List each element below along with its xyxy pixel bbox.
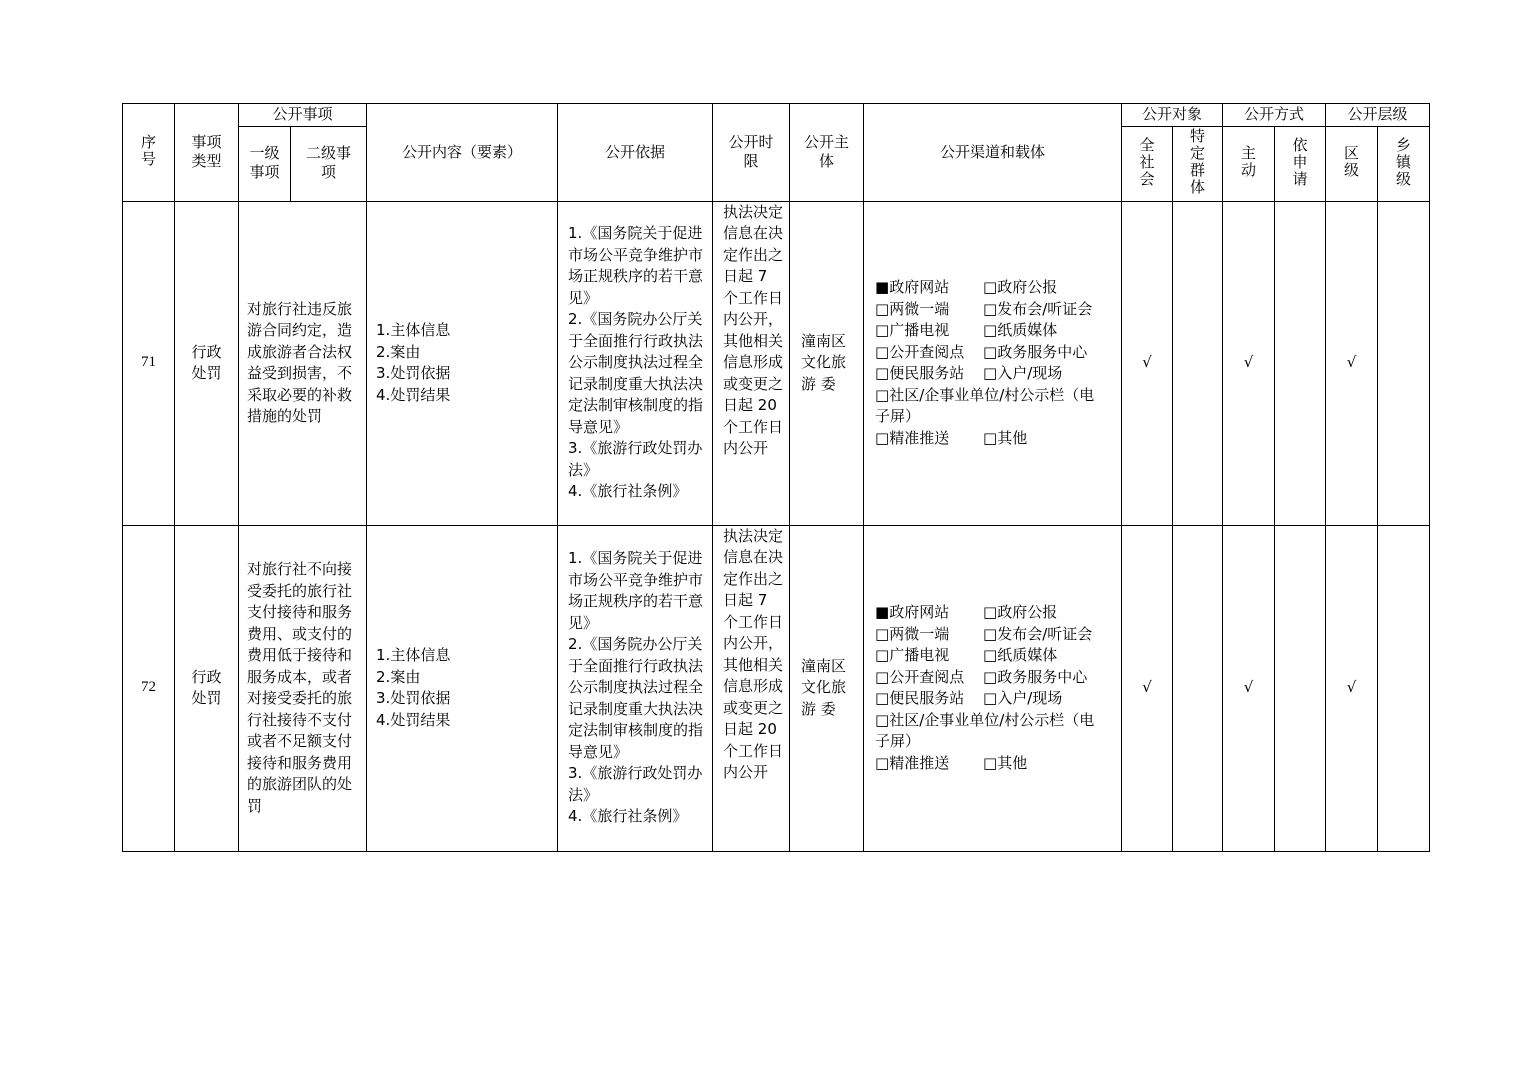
channel-other: □其他 (983, 753, 1028, 772)
check-all-society: √ (1122, 525, 1173, 851)
channel-government-gazette: □政府公报 (983, 278, 1058, 296)
row-content: 1.主体信息 2.案由 3.处罚依据 4.处罚结果 (367, 201, 558, 525)
header-level2: 二级事项 (291, 126, 367, 201)
channel-service-center: □政务服务中心 (983, 667, 1088, 686)
row-item: 对旅行社违反旅游合同约定，造成旅游者合法权益受到损害，不采取必要的补救措施的处罚 (239, 201, 367, 525)
row-item: 对旅行社不向接受委托的旅行社支付接待和服务费用、或支付的费用低于接待和服务成本，或者对接受委托的旅行社接待不支付或者不足额支付接待和服务费用的旅游团队的处罚 (239, 525, 367, 851)
channel-broadcast-tv: □广播电视 (875, 321, 950, 339)
row-channels (864, 525, 1122, 851)
row-basis: 1.《国务院关于促进市场公平竞争维护市场正规秩序的若干意见》 2.《国务院办公厅关于全面推行行政执法公示制度执法过程全记录制度重大执法决定法制审核制度的指导意见》 3.《旅游行政处罚办法》 4.《旅行社条例》 (558, 201, 713, 525)
channel-public-reading-point: □公开查阅点 (875, 667, 965, 686)
check-active: √ (1223, 201, 1275, 525)
channel-paper-media: □纸质媒体 (983, 321, 1058, 339)
channel-door-to-door: □入户/现场 (983, 689, 1063, 707)
check-town (1378, 201, 1430, 525)
channel-service-station: □便民服务站 (875, 689, 965, 707)
table-row (123, 525, 1430, 851)
row-type: 行政处罚 (175, 201, 239, 525)
check-all-society: √ (1122, 201, 1173, 525)
table-row (123, 201, 1430, 525)
header-on-request: 依申请 (1275, 126, 1326, 201)
channel-public-reading-point: □公开查阅点 (875, 342, 965, 361)
channel-precise-push: □精准推送 (875, 753, 950, 772)
row-channels (864, 201, 1122, 525)
row-basis: 1.《国务院关于促进市场公平竞争维护市场正规秩序的若干意见》 2.《国务院办公厅关于全面推行行政执法公示制度执法过程全记录制度重大执法决定法制审核制度的指导意见》 3.《旅游行政处罚办法》 4.《旅行社条例》 (558, 525, 713, 851)
check-on-request (1275, 201, 1326, 525)
row-time-limit: 执法决定信息在决定作出之日起 7 个工作日内公开，其他相关信息形成或变更之日起 20 个工作日内公开 (713, 201, 790, 525)
channel-government-website: ■政府网站 (875, 278, 950, 296)
header-district: 区级 (1326, 126, 1378, 201)
channel-bulletin-board: □社区/企事业单位/村公示栏（电子屏） (875, 710, 1095, 750)
header-type: 事项类型 (175, 104, 239, 202)
channel-paper-media: □纸质媒体 (983, 646, 1058, 664)
check-specific-group (1173, 201, 1223, 525)
channel-precise-push: □精准推送 (875, 428, 950, 447)
check-on-request (1275, 525, 1326, 851)
channel-door-to-door: □入户/现场 (983, 364, 1063, 382)
channel-press-hearing: □发布会/听证会 (983, 299, 1093, 318)
check-specific-group (1173, 525, 1223, 851)
row-subject: 潼南区文化旅游 委 (790, 525, 864, 851)
header-basis: 公开依据 (558, 104, 713, 202)
header-time-limit: 公开时限 (713, 104, 790, 202)
header-row-1 (123, 104, 1430, 127)
channel-government-gazette: □政府公报 (983, 603, 1058, 621)
header-town: 乡镇级 (1378, 126, 1430, 201)
channel-bulletin-board: □社区/企事业单位/村公示栏（电子屏） (875, 385, 1095, 425)
channel-wechat-weibo: □两微一端 (875, 624, 950, 643)
check-town (1378, 525, 1430, 851)
header-all-society: 全社会 (1122, 126, 1173, 201)
header-level: 公开层级 (1326, 104, 1430, 127)
row-seq: 72 (123, 525, 175, 851)
header-specific-group: 特定群体 (1173, 126, 1223, 201)
header-public-items: 公开事项 (239, 104, 367, 127)
header-method: 公开方式 (1223, 104, 1326, 127)
check-district: √ (1326, 201, 1378, 525)
row-time-limit: 执法决定信息在决定作出之日起 7 个工作日内公开，其他相关信息形成或变更之日起 20 个工作日内公开 (713, 525, 790, 851)
row-content: 1.主体信息 2.案由 3.处罚依据 4.处罚结果 (367, 525, 558, 851)
check-district: √ (1326, 525, 1378, 851)
header-content: 公开内容（要素） (367, 104, 558, 202)
header-active: 主动 (1223, 126, 1275, 201)
row-type: 行政处罚 (175, 525, 239, 851)
header-level1: 一级事项 (239, 126, 291, 201)
channel-service-center: □政务服务中心 (983, 342, 1088, 361)
channel-government-website: ■政府网站 (875, 603, 950, 621)
channel-broadcast-tv: □广播电视 (875, 646, 950, 664)
header-subject: 公开主体 (790, 104, 864, 202)
channel-other: □其他 (983, 428, 1028, 447)
header-seq: 序号 (123, 104, 175, 202)
row-seq: 71 (123, 201, 175, 525)
channel-wechat-weibo: □两微一端 (875, 299, 950, 318)
header-target: 公开对象 (1122, 104, 1223, 127)
row-subject: 潼南区文化旅游 委 (790, 201, 864, 525)
channel-service-station: □便民服务站 (875, 364, 965, 382)
header-channels: 公开渠道和载体 (864, 104, 1122, 202)
disclosure-table (122, 103, 1430, 852)
check-active: √ (1223, 525, 1275, 851)
channel-press-hearing: □发布会/听证会 (983, 624, 1093, 643)
